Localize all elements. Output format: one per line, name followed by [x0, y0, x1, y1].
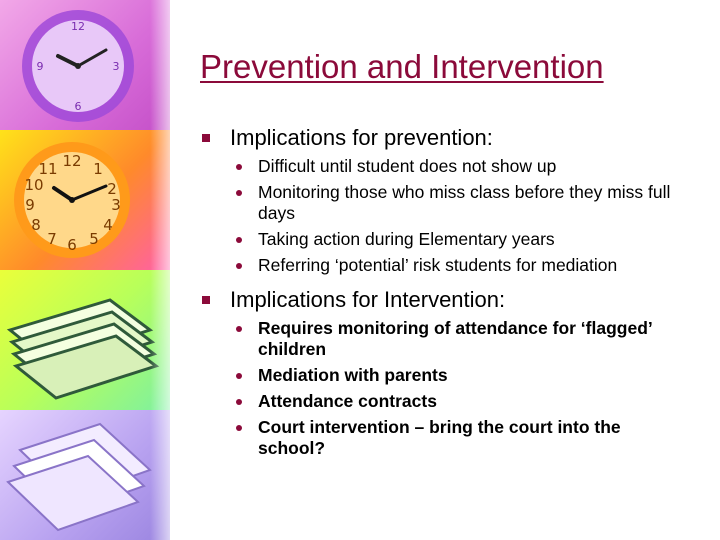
svg-text:10: 10 [24, 176, 44, 194]
square-bullet-icon [202, 296, 210, 304]
svg-text:1: 1 [93, 160, 103, 178]
books-icon [0, 290, 160, 410]
section-heading [198, 124, 698, 152]
svg-text:8: 8 [31, 216, 41, 234]
svg-text:9: 9 [25, 196, 35, 214]
list-item: Mediation with parents [236, 365, 698, 386]
svg-text:3: 3 [111, 196, 121, 214]
list-item: Difficult until student does not show up [236, 156, 698, 177]
svg-text:6: 6 [67, 236, 77, 254]
prevention-section [198, 124, 698, 276]
prevention-list [198, 156, 698, 276]
svg-text:7: 7 [47, 230, 57, 248]
svg-text:3: 3 [112, 60, 120, 73]
clock-icon [18, 6, 138, 126]
list-item: Requires monitoring of attendance for ‘flagged’ children [236, 318, 698, 360]
svg-text:5: 5 [89, 230, 99, 248]
list-item: Attendance contracts [236, 391, 698, 412]
svg-text:4: 4 [103, 216, 113, 234]
list-item: Taking action during Elementary years [236, 229, 698, 250]
round-bullet-icon [236, 190, 242, 196]
round-bullet-icon [236, 263, 242, 269]
slide-title: Prevention and Intervention [200, 48, 604, 85]
intervention-section [198, 286, 698, 459]
round-bullet-icon [236, 399, 242, 405]
svg-text:6: 6 [74, 100, 82, 113]
clock-icon [10, 138, 134, 262]
list-item: Referring ‘potential’ risk students for mediation [236, 255, 698, 276]
svg-text:11: 11 [38, 160, 58, 178]
round-bullet-icon [236, 164, 242, 170]
slide-content [198, 124, 698, 469]
strip-fade [150, 0, 170, 540]
square-bullet-icon [202, 134, 210, 142]
svg-text:12: 12 [62, 152, 82, 170]
round-bullet-icon [236, 326, 242, 332]
round-bullet-icon [236, 237, 242, 243]
round-bullet-icon [236, 425, 242, 431]
intervention-heading: Implications for Intervention: [230, 287, 506, 312]
svg-text:9: 9 [36, 60, 44, 73]
section-heading [198, 286, 698, 314]
intervention-list [198, 318, 698, 459]
svg-text:2: 2 [107, 180, 117, 198]
prevention-heading: Implications for prevention: [230, 125, 493, 150]
papers-icon [0, 410, 160, 540]
svg-text:12: 12 [71, 20, 85, 33]
decorative-photo-strip [0, 0, 170, 540]
round-bullet-icon [236, 373, 242, 379]
list-item: Monitoring those who miss class before they miss full days [236, 182, 698, 224]
list-item: Court intervention – bring the court into the school? [236, 417, 698, 459]
